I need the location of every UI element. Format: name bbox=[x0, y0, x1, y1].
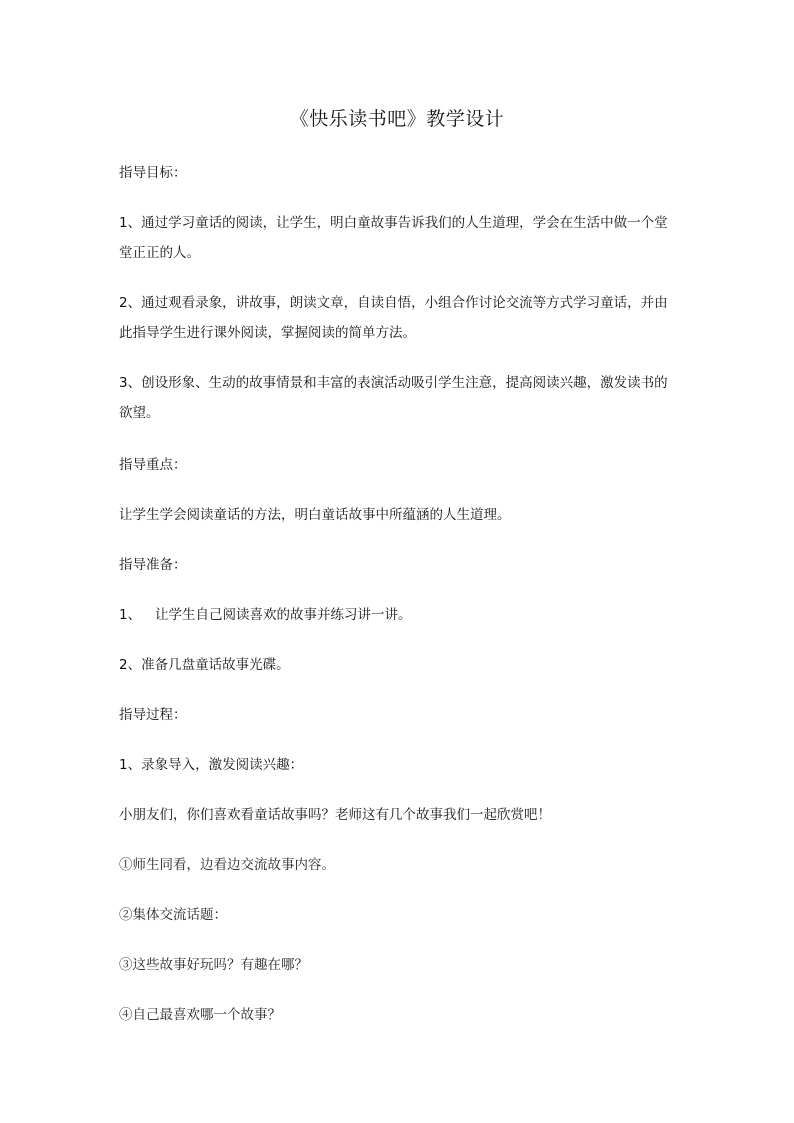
page-title: 《快乐读书吧》教学设计 bbox=[289, 108, 505, 130]
process-item-1: 1、录象导入，激发阅读兴趣： bbox=[119, 757, 304, 773]
goal-item-3: 3、创设形象、生动的故事情景和丰富的表演活动吸引学生注意，提高阅读兴趣，激发读书的欲望。 bbox=[119, 375, 668, 421]
process-heading: 指导过程： bbox=[119, 707, 187, 723]
prep-item-1-text: 让学生自己阅读喜欢的故事并练习讲一讲。 bbox=[155, 607, 412, 623]
prep-heading: 指导准备： bbox=[119, 557, 187, 573]
step-item-4: ④自己最喜欢哪一个故事？ bbox=[119, 1007, 281, 1023]
step-item-3: ③这些故事好玩吗？有趣在哪？ bbox=[119, 957, 308, 973]
step-item-1: ①师生同看，边看边交流故事内容。 bbox=[119, 857, 335, 873]
focus-text: 让学生学会阅读童话的方法，明白童话故事中所蕴涵的人生道理。 bbox=[119, 507, 511, 523]
goal-item-1: 1、通过学习童话的阅读，让学生，明白童故事告诉我们的人生道理，学会在生活中做一个堂堂正正的人。 bbox=[119, 215, 668, 261]
prep-item-1 bbox=[119, 600, 679, 630]
focus-heading: 指导重点： bbox=[119, 457, 187, 473]
goals-heading: 指导目标： bbox=[119, 165, 187, 181]
goal-item-2: 2、通过观看录象，讲故事，朗读文章，自读自悟，小组合作讨论交流等方式学习童话，并由此指导学生进行课外阅读，掌握阅读的简单方法。 bbox=[119, 295, 668, 341]
step-item-2: ②集体交流话题： bbox=[119, 907, 227, 923]
prep-item-1-number: 1、 bbox=[119, 607, 142, 623]
intro-text: 小朋友们，你们喜欢看童话故事吗？老师这有几个故事我们一起欣赏吧！ bbox=[119, 807, 551, 823]
prep-item-2: 2、准备几盘童话故事光碟。 bbox=[119, 657, 290, 673]
